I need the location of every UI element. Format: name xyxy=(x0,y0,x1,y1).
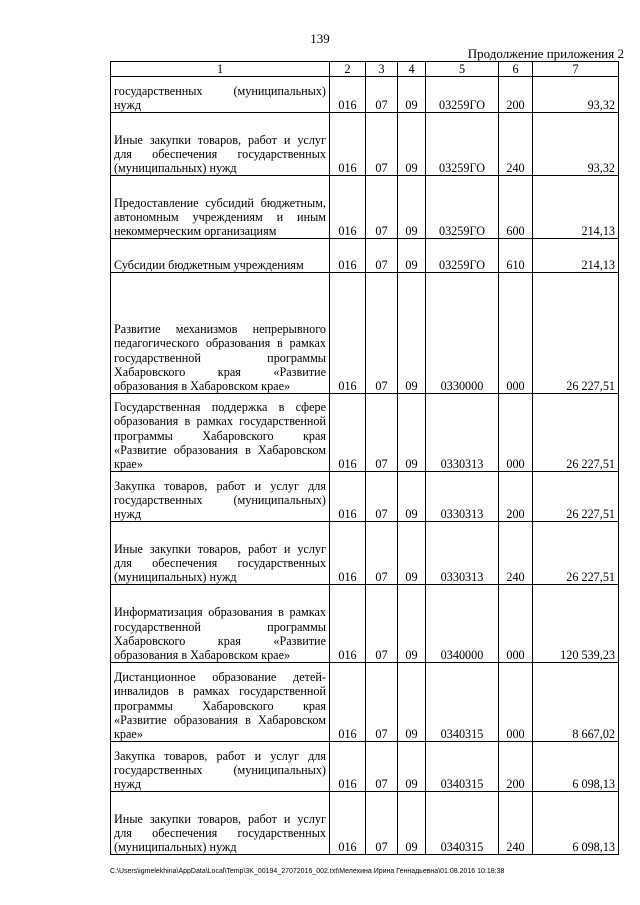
row-name: Закупка товаров, работ и услуг для государственных (муниципальных) нужд xyxy=(111,472,330,522)
row-amount: 26 227,51 xyxy=(533,273,619,394)
row-subsection: 09 xyxy=(398,522,426,585)
row-target-code: 0330000 xyxy=(426,273,499,394)
header-cell: 2 xyxy=(330,62,366,77)
row-name: Дистанционное образование детей-инвалидов в рамках государственной программы Хабаровского края «Развитие образования в Хабаровском крае» xyxy=(111,663,330,742)
row-subsection: 09 xyxy=(398,394,426,472)
row-expense-type: 200 xyxy=(499,77,533,113)
row-amount: 93,32 xyxy=(533,113,619,176)
row-ved-code: 016 xyxy=(330,273,366,394)
row-target-code: 03259ГО xyxy=(426,77,499,113)
row-expense-type: 600 xyxy=(499,176,533,239)
row-subsection: 09 xyxy=(398,585,426,663)
row-target-code: 0340315 xyxy=(426,742,499,792)
header-cell: 5 xyxy=(426,62,499,77)
row-section: 07 xyxy=(366,239,398,273)
row-subsection: 09 xyxy=(398,176,426,239)
row-target-code: 0340315 xyxy=(426,663,499,742)
row-name: государственных (муниципальных) нужд xyxy=(111,77,330,113)
row-amount: 6 098,13 xyxy=(533,742,619,792)
row-expense-type: 240 xyxy=(499,522,533,585)
table-row xyxy=(111,113,619,176)
row-ved-code: 016 xyxy=(330,77,366,113)
table-row xyxy=(111,273,619,394)
header-cell: 4 xyxy=(398,62,426,77)
row-target-code: 0340315 xyxy=(426,792,499,855)
row-ved-code: 016 xyxy=(330,663,366,742)
table-row xyxy=(111,239,619,273)
row-expense-type: 240 xyxy=(499,113,533,176)
row-section: 07 xyxy=(366,77,398,113)
row-section: 07 xyxy=(366,472,398,522)
row-ved-code: 016 xyxy=(330,239,366,273)
row-amount: 26 227,51 xyxy=(533,394,619,472)
row-section: 07 xyxy=(366,742,398,792)
header-cell: 7 xyxy=(533,62,619,77)
row-name: Закупка товаров, работ и услуг для государственных (муниципальных) нужд xyxy=(111,742,330,792)
row-target-code: 0340000 xyxy=(426,585,499,663)
row-amount: 214,13 xyxy=(533,239,619,273)
row-amount: 26 227,51 xyxy=(533,472,619,522)
row-target-code: 03259ГО xyxy=(426,113,499,176)
header-cell: 6 xyxy=(499,62,533,77)
row-ved-code: 016 xyxy=(330,792,366,855)
row-subsection: 09 xyxy=(398,239,426,273)
row-ved-code: 016 xyxy=(330,522,366,585)
header-cell: 3 xyxy=(366,62,398,77)
table-row xyxy=(111,176,619,239)
table-row xyxy=(111,585,619,663)
row-ved-code: 016 xyxy=(330,585,366,663)
table-row xyxy=(111,394,619,472)
row-section: 07 xyxy=(366,522,398,585)
row-expense-type: 000 xyxy=(499,273,533,394)
row-expense-type: 200 xyxy=(499,472,533,522)
row-ved-code: 016 xyxy=(330,113,366,176)
row-expense-type: 000 xyxy=(499,394,533,472)
row-amount: 26 227,51 xyxy=(533,522,619,585)
table-row xyxy=(111,522,619,585)
header-cell: 1 xyxy=(111,62,330,77)
row-subsection: 09 xyxy=(398,663,426,742)
row-section: 07 xyxy=(366,273,398,394)
row-expense-type: 200 xyxy=(499,742,533,792)
row-amount: 6 098,13 xyxy=(533,792,619,855)
row-target-code: 03259ГО xyxy=(426,176,499,239)
table-body xyxy=(111,77,619,855)
row-section: 07 xyxy=(366,663,398,742)
row-subsection: 09 xyxy=(398,273,426,394)
row-amount: 120 539,23 xyxy=(533,585,619,663)
row-name: Информатизация образования в рамках государственной программы Хабаровского края «Развитие образования в Хабаровском крае» xyxy=(111,585,330,663)
row-name: Развитие механизмов непрерывного педагогического образования в рамках государственной программы Хабаровского края «Развитие образования в Хабаровском крае» xyxy=(111,273,330,394)
row-expense-type: 240 xyxy=(499,792,533,855)
row-section: 07 xyxy=(366,394,398,472)
row-subsection: 09 xyxy=(398,77,426,113)
row-expense-type: 610 xyxy=(499,239,533,273)
row-name: Иные закупки товаров, работ и услуг для обеспечения государственных (муниципальных) нужд xyxy=(111,792,330,855)
row-amount: 8 667,02 xyxy=(533,663,619,742)
row-subsection: 09 xyxy=(398,792,426,855)
row-section: 07 xyxy=(366,792,398,855)
row-section: 07 xyxy=(366,113,398,176)
file-path-footer: C:\Users\igmelekhina\AppData\Local\Temp\3K_00194_27072016_002.txt\Мелехина Ирина Геннадьевна\01.08.2016 10:18:38 xyxy=(110,868,505,875)
table-row xyxy=(111,792,619,855)
row-section: 07 xyxy=(366,176,398,239)
row-ved-code: 016 xyxy=(330,176,366,239)
row-target-code: 0330313 xyxy=(426,522,499,585)
table-row xyxy=(111,472,619,522)
row-subsection: 09 xyxy=(398,472,426,522)
row-section: 07 xyxy=(366,585,398,663)
continuation-label: Продолжение приложения 2 xyxy=(467,46,624,61)
row-ved-code: 016 xyxy=(330,472,366,522)
table-row xyxy=(111,663,619,742)
row-subsection: 09 xyxy=(398,742,426,792)
row-amount: 93,32 xyxy=(533,77,619,113)
row-target-code: 0330313 xyxy=(426,394,499,472)
table-header-row xyxy=(111,62,619,77)
row-name: Иные закупки товаров, работ и услуг для обеспечения государственных (муниципальных) нужд xyxy=(111,113,330,176)
row-expense-type: 000 xyxy=(499,663,533,742)
row-target-code: 0330313 xyxy=(426,472,499,522)
row-ved-code: 016 xyxy=(330,394,366,472)
row-subsection: 09 xyxy=(398,113,426,176)
row-expense-type: 000 xyxy=(499,585,533,663)
page-number: 139 xyxy=(310,31,330,46)
budget-table xyxy=(110,61,619,855)
row-amount: 214,13 xyxy=(533,176,619,239)
row-ved-code: 016 xyxy=(330,742,366,792)
row-name: Государственная поддержка в сфере образования в рамках государственной программы Хабаровского края «Развитие образования в Хабаровском крае» xyxy=(111,394,330,472)
row-name: Предоставление субсидий бюджетным, автономным учреждениям и иным некоммерческим организациям xyxy=(111,176,330,239)
row-name: Субсидии бюджетным учреждениям xyxy=(111,239,330,273)
table-row xyxy=(111,742,619,792)
row-target-code: 03259ГО xyxy=(426,239,499,273)
row-name: Иные закупки товаров, работ и услуг для обеспечения государственных (муниципальных) нужд xyxy=(111,522,330,585)
table-row xyxy=(111,77,619,113)
